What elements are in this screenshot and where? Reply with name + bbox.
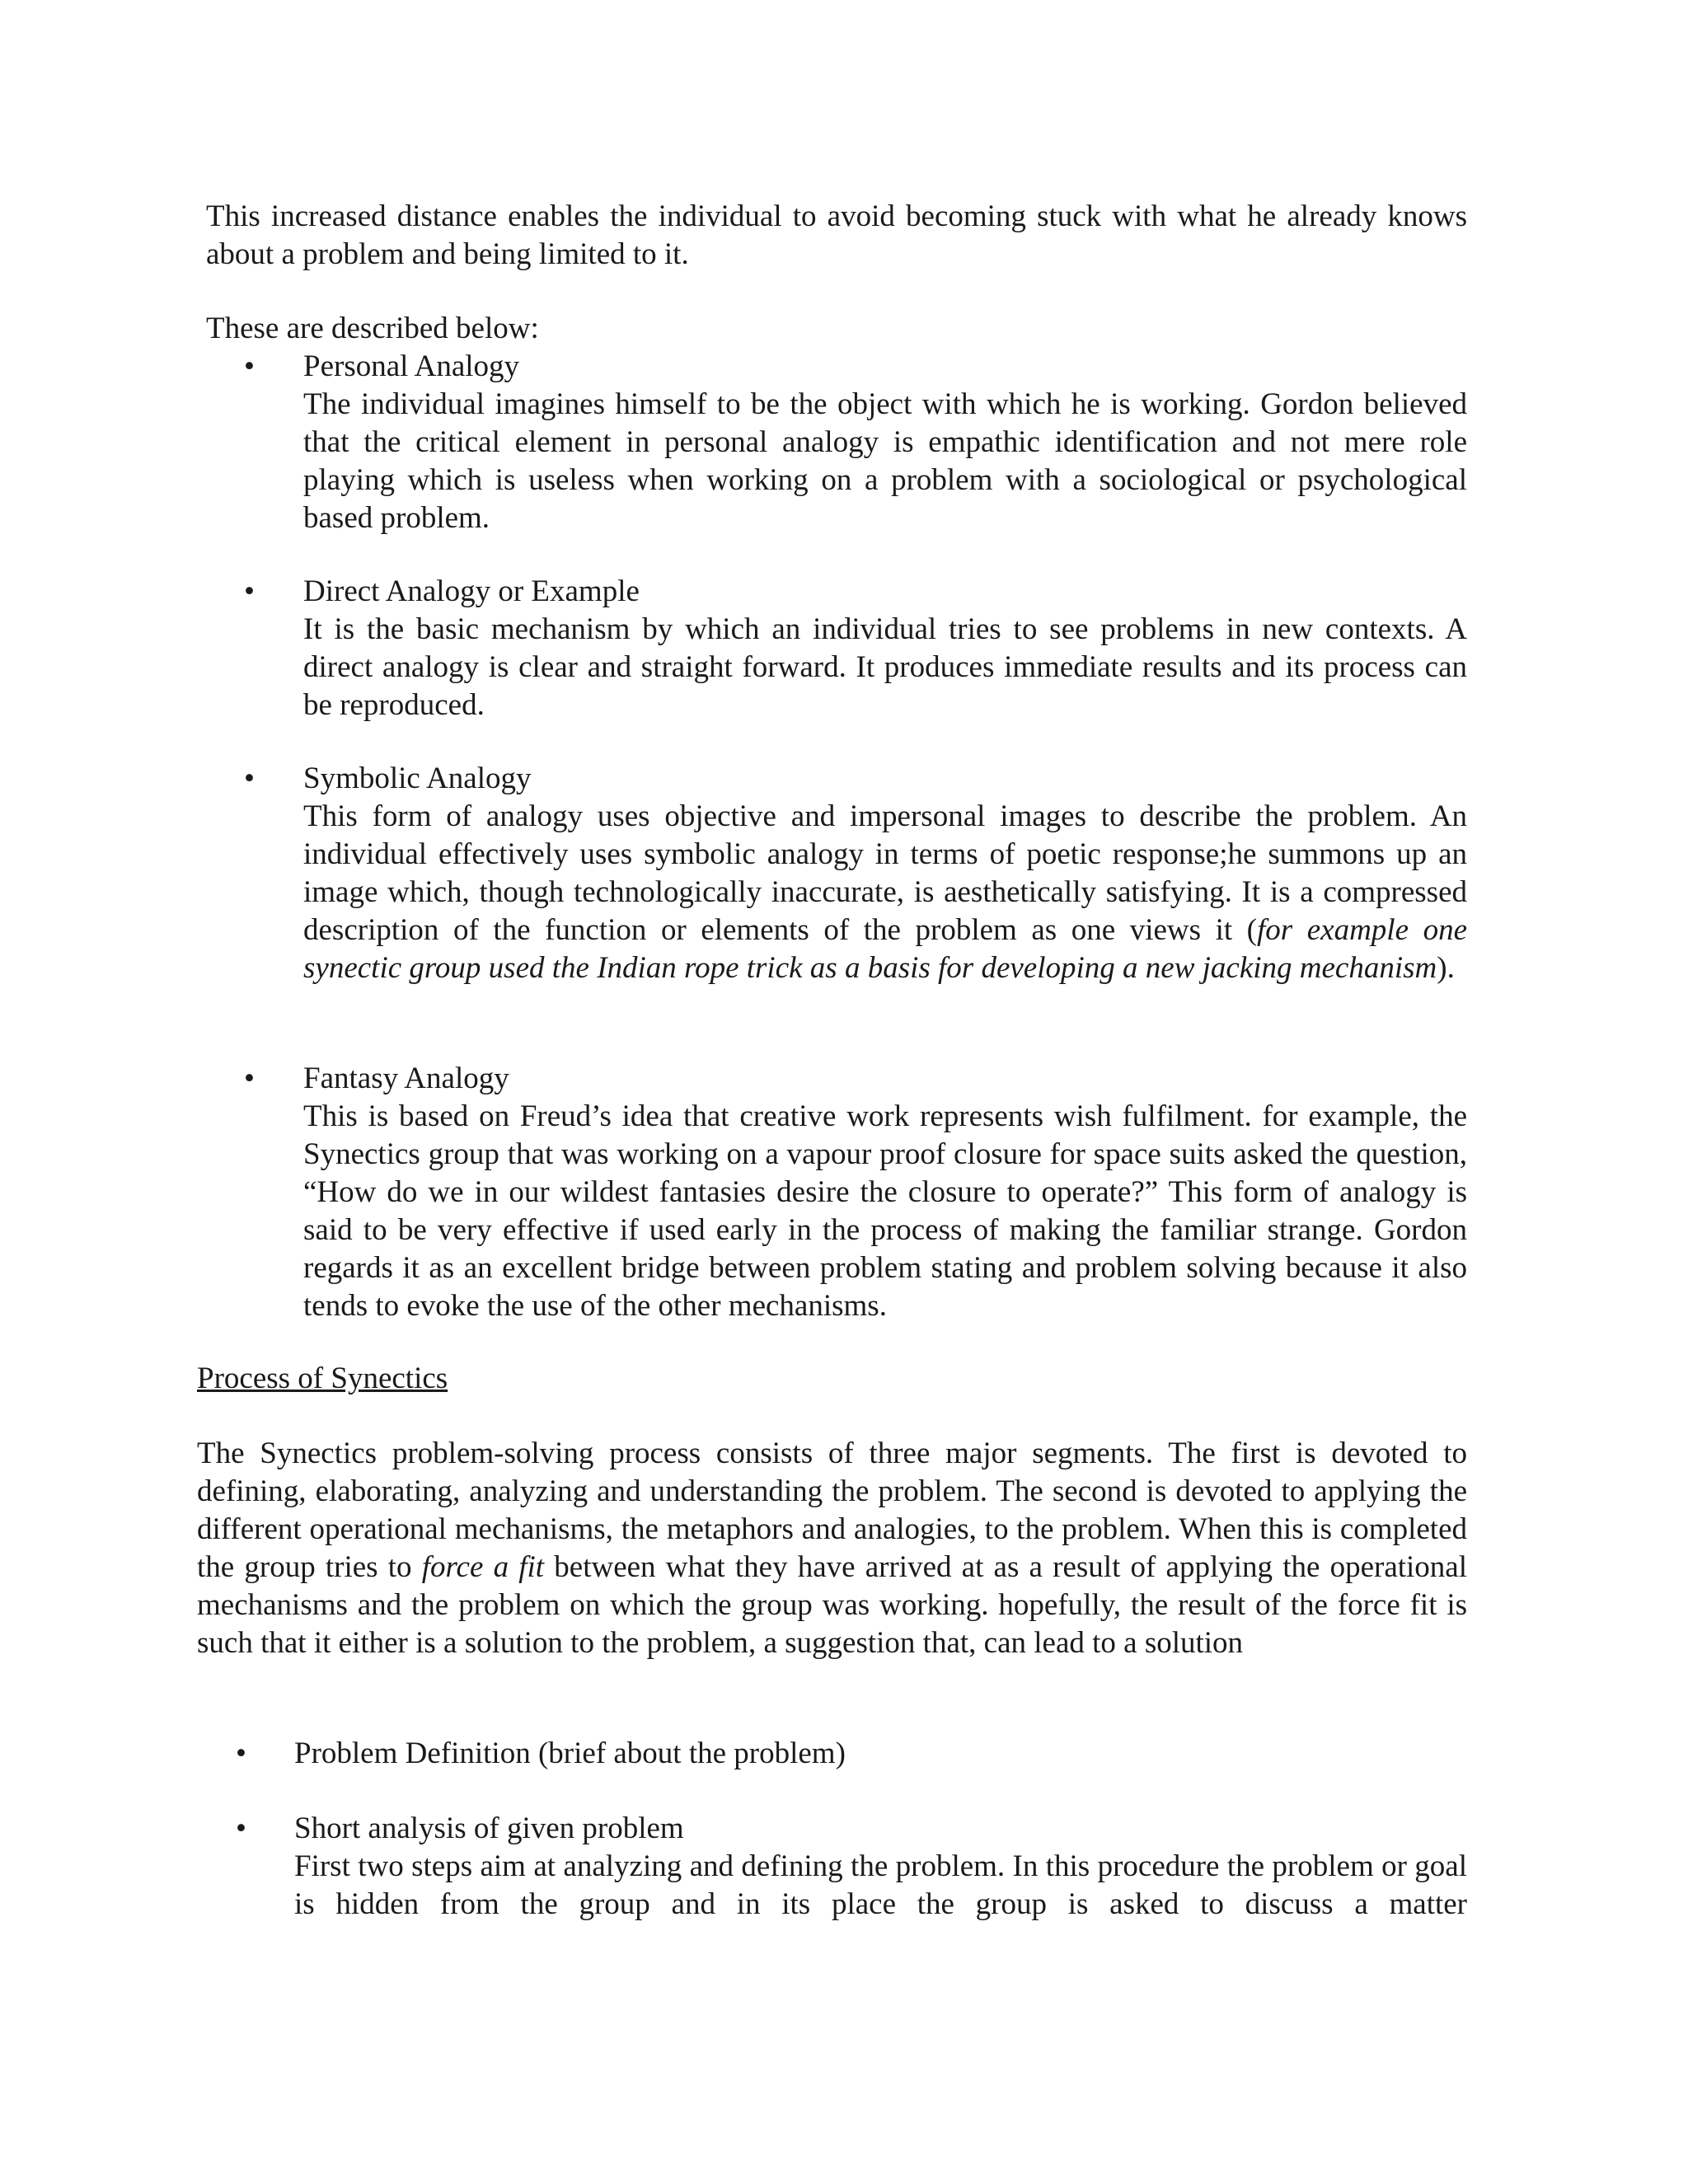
title-direct-analogy: Direct Analogy or Example <box>303 574 640 608</box>
process-paragraph <box>197 1435 1467 1662</box>
body-direct-analogy: It is the basic mechanism by which an individual tries to see problems in new contexts. A direct analogy is clear and straight forward. It produces immediate results and its process can be reproduced. <box>303 612 1467 722</box>
title-personal-analogy: Personal Analogy <box>303 349 520 383</box>
body-fantasy-analogy: This is based on Freud’s idea that creative work represents wish fulfilment. for example, the Synectics group that was working on a vapour proof closure for space suits asked the question, “How do we in our wildest fantasies desire the closure to operate?” This form of analogy is said to be very effective if used early in the process of making the familiar strange. Gordon regards it as an excellent bridge between problem stating and problem solving because it also tends to evoke the use of the other mechanisms. <box>303 1099 1467 1323</box>
title-problem-definition: Problem Definition (brief about the problem) <box>294 1736 846 1770</box>
body-symbolic-analogy-text: This form of analogy uses objective and impersonal images to describe the problem. An individual effectively uses symbolic analogy in terms of poetic response;he summons up an image which, though technologically inaccurate, is aesthetically satisfying. It is a compressed description of the function or elements of the problem as one views it ( <box>303 799 1467 947</box>
bullet-problem-definition: • <box>236 1736 246 1770</box>
bullet-short-analysis: • <box>236 1811 246 1845</box>
intro-lead-in: These are described below: <box>206 312 539 345</box>
title-fantasy-analogy: Fantasy Analogy <box>303 1062 509 1095</box>
bullet-symbolic-analogy: • <box>244 762 255 795</box>
intro-paragraph: This increased distance enables the individual to avoid becoming stuck with what he already knows about a problem and being limited to it. <box>206 199 1467 271</box>
body-personal-analogy: The individual imagines himself to be the object with which he is working. Gordon believed that the critical element in personal analogy is empathic identification and not mere role playing which is useless when working on a problem with a sociological or psychological based problem. <box>303 387 1467 535</box>
process-paragraph-force-fit: force a fit <box>421 1550 545 1584</box>
process-paragraph-text: The Synectics problem-solving process consists of three major segments. The first is devoted to defining, elaborating, analyzing and understanding the problem. The second is devoted to applying the different operational mechanisms, the metaphors and analogies, to the problem. When this is completed the group tries to <box>197 1436 1467 1584</box>
bullet-fantasy-analogy: • <box>244 1062 255 1095</box>
process-paragraph-rest: between what they have arrived at as a result of applying the operational mechanisms and the problem on which the group was working. hopefully, the result of the force fit is such that it either is a solution to the problem, a suggestion that, can lead to a solution <box>197 1550 1467 1660</box>
section-heading-process: Process of Synectics <box>197 1361 448 1395</box>
bullet-personal-analogy: • <box>244 349 255 383</box>
body-symbolic-analogy-example: for example one synectic group used the Indian rope trick as a basis for developing a new jacking mechanism <box>303 913 1467 985</box>
body-short-analysis: First two steps aim at analyzing and defining the problem. In this procedure the problem or goal is hidden from the group and in its place the group is asked to discuss a matter <box>294 1849 1467 1921</box>
title-short-analysis: Short analysis of given problem <box>294 1811 684 1845</box>
title-symbolic-analogy: Symbolic Analogy <box>303 762 532 795</box>
bullet-direct-analogy: • <box>244 574 255 608</box>
body-symbolic-analogy-close: ). <box>1437 951 1455 985</box>
body-symbolic-analogy <box>303 798 1467 987</box>
